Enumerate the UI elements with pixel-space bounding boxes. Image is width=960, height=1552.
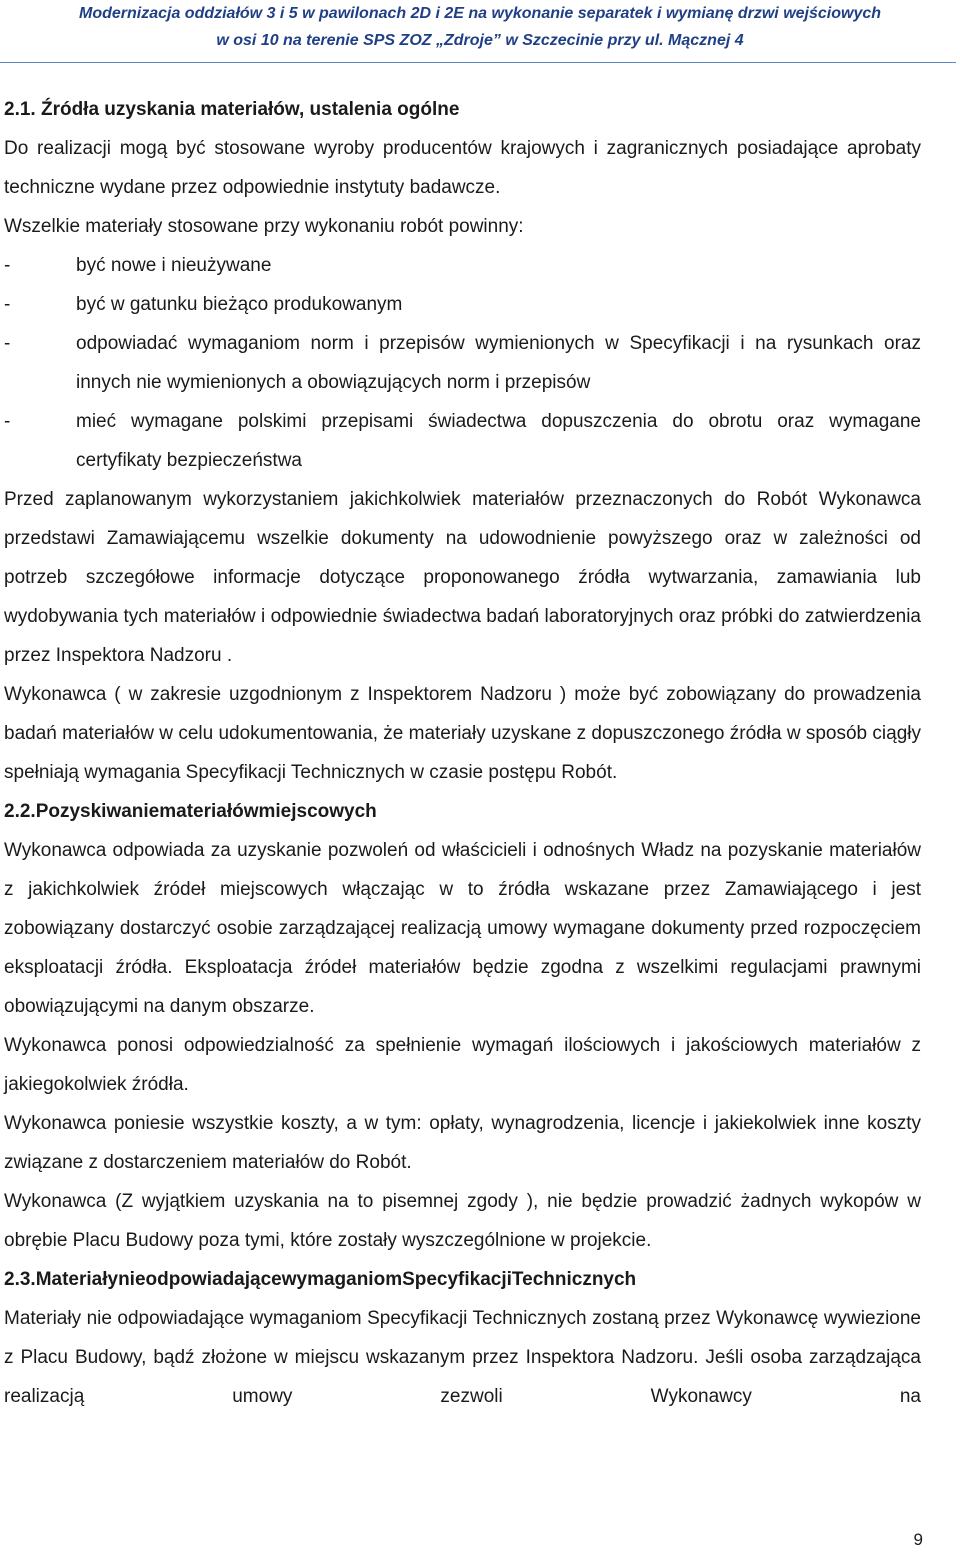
list-marker: - [4, 294, 11, 315]
paragraph: Wykonawca ( w zakresie uzgodnionym z Inspektorem Nadzoru ) może być zobowiązany do prowadzenia badań materiałów w celu udokumentowania, że materiały uzyskane z dopuszczonego źródła w sposób ciągły spełniają wymagania Specyfikacji Technicznych w czasie postępu Robót. [4, 684, 921, 783]
page-number: 9 [913, 1530, 923, 1549]
paragraph: Wykonawca (Z wyjątkiem uzyskania na to pisemnej zgody ), nie będzie prowadzić żadnych wykopów w obrębie Placu Budowy poza tymi, które zostały wyszczególnione w projekcie. [4, 1191, 921, 1251]
list-item-text: być w gatunku bieżąco produkowanym [76, 294, 403, 315]
page-header [0, 0, 960, 68]
paragraph: Do realizacji mogą być stosowane wyroby producentów krajowych i zagranicznych posiadające aprobaty techniczne wydane przez odpowiednie instytuty badawcze. [4, 138, 921, 198]
list-item [4, 324, 921, 402]
paragraph: Wykonawca odpowiada za uzyskanie pozwoleń od właścicieli i odnośnych Władz na pozyskanie materiałów z jakichkolwiek źródeł miejscowych włączając w to źródła wskazane przez Zamawiającego i jest zobowiązany dostarczyć osobie zarządzającej realizacją umowy wymagane dokumenty przed rozpoczęciem eksploatacji źródła. Eksploatacja źródeł materiałów będzie zgodna z wszelkimi regulacjami prawnymi obowiązującymi na danym obszarze. [4, 840, 921, 1017]
list-marker: - [4, 255, 11, 276]
paragraph: Wykonawca ponosi odpowiedzialność za spełnienie wymagań ilościowych i jakościowych materiałów z jakiegokolwiek źródła. [4, 1035, 921, 1095]
document-body [4, 90, 921, 1416]
list-marker: - [4, 333, 11, 354]
list-item-text: mieć wymagane polskimi przepisami świadectwa dopuszczenia do obrotu oraz wymagane certyfikaty bezpieczeństwa [76, 411, 921, 471]
list-item-text: odpowiadać wymaganiom norm i przepisów wymienionych w Specyfikacji i na rysunkach oraz innych nie wymienionych a obowiązujących norm i przepisów [76, 333, 921, 393]
section-heading-2-2: 2.2.Pozyskiwaniemateriałówmiejscowych [4, 801, 377, 822]
paragraph: Materiały nie odpowiadające wymaganiom Specyfikacji Technicznych zostaną przez Wykonawcę wywiezione z Placu Budowy, bądź złożone w miejscu wskazanym przez Inspektora Nadzoru. Jeśli osoba zarządzająca realizacją umowy zezwoli Wykonawcy na [4, 1308, 921, 1407]
list-item [4, 246, 921, 285]
header-title-line-1: Modernizacja oddziałów 3 i 5 w pawilonach 2D i 2E na wykonanie separatek i wymianę drzwi wejściowych [78, 5, 882, 22]
header-title-line-2: w osi 10 na terenie SPS ZOZ „Zdroje” w Szczecinie przy ul. Mącznej 4 [216, 32, 744, 49]
header-divider [0, 62, 956, 63]
list-item [4, 402, 921, 480]
list-item-text: być nowe i nieużywane [76, 255, 272, 276]
list-marker: - [4, 411, 11, 432]
paragraph: Wszelkie materiały stosowane przy wykonaniu robót powinny: [4, 216, 524, 237]
paragraph: Wykonawca poniesie wszystkie koszty, a w tym: opłaty, wynagrodzenia, licencje i jakiekolwiek inne koszty związane z dostarczeniem materiałów do Robót. [4, 1113, 921, 1173]
list-item [4, 285, 921, 324]
paragraph: Przed zaplanowanym wykorzystaniem jakichkolwiek materiałów przeznaczonych do Robót Wykonawca przedstawi Zamawiającemu wszelkie dokumenty na udowodnienie powyższego oraz w zależności od potrzeb szczegółowe informacje dotyczące proponowanego źródła wytwarzania, zamawiania lub wydobywania tych materiałów i odpowiednie świadectwa badań laboratoryjnych oraz próbki do zatwierdzenia przez Inspektora Nadzoru . [4, 489, 921, 666]
section-heading-2-1: 2.1. Źródła uzyskania materiałów, ustalenia ogólne [4, 99, 460, 120]
section-heading-2-3: 2.3.MateriałynieodpowiadającewymaganiomSpecyfikacjiTechnicznych [4, 1269, 637, 1290]
